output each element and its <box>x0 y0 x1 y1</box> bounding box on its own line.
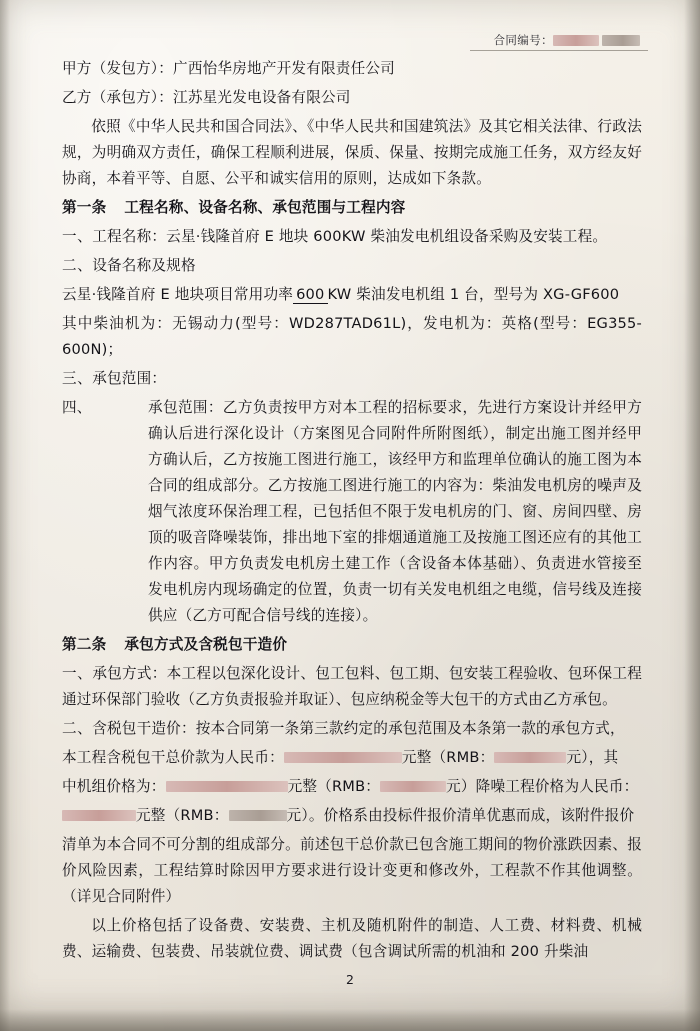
contract-number-redaction-2 <box>602 35 640 46</box>
total-price-numeric-redaction <box>494 752 566 763</box>
genset-price-suffix: 元）降噪工程价格为人民币： <box>446 778 639 795</box>
article-2-item-2-intro <box>62 716 642 742</box>
genset-price-mid: 元整（RMB： <box>287 778 381 795</box>
article-1-title: 工程名称、设备名称、承包范围与工程内容 <box>124 199 406 216</box>
total-price-suffix: 元），其 <box>566 749 619 766</box>
article-1-item-2-number: 二、 <box>62 257 93 274</box>
equipment-spec-suffix: KW 柴油发电机组 1 台，型号为 XG-GF600 <box>327 286 620 303</box>
article-2-title: 承包方式及含税包干造价 <box>124 636 288 653</box>
article-1-item-3 <box>62 366 642 392</box>
article-1-item-3-text: 承包范围： <box>92 370 167 387</box>
article-1-item-3-number: 三、 <box>62 370 93 387</box>
party-a-line: 甲方（发包方）：广西怡华房地产开发有限责任公司 <box>62 60 395 77</box>
equipment-power-value: 600 <box>293 286 327 304</box>
total-price-mid: 元整（RMB： <box>401 749 495 766</box>
equipment-spec-prefix: 云星·钱隆首府 E 地块项目常用功率 <box>62 286 294 303</box>
noise-price-line <box>62 803 642 829</box>
article-2-item-2-tail: 以上价格包括了设备费、安装费、主机及随机附件的制造、人工费、材料费、机械费、运输费、包装费、吊装就位费、调试费（包含调试所需的机油和 200 升柴油 <box>62 917 642 960</box>
article-1-item-2 <box>62 253 642 279</box>
party-b-line: 乙方（承包方）：江苏星光发电设备有限公司 <box>62 89 351 106</box>
article-2-item-2-rest: 清单为本合同不可分割的组成部分。前述包干总价款已包含施工期间的物价涨跌因素、报价风险因素，工程结算时除因甲方要求进行设计变更和修改外，工程款不作其他调整。（详见合同附件） <box>62 836 642 905</box>
contract-number-redaction <box>553 35 599 46</box>
equipment-spec-line-2: 其中柴油机为：无锡动力(型号：WD287TAD61L)，发电机为：英格(型号：EG355-600N)； <box>62 315 642 358</box>
preamble-paragraph: 依照《中华人民共和国合同法》、《中华人民共和国建筑法》及其它相关法律、行政法规，为明确双方责任，确保工程顺利进展，保质、保量、按期完成施工任务，双方经友好协商，本着平等、自愿、公平和诚实信用的原则，达成如下条款。 <box>62 118 642 187</box>
contract-number-underline <box>470 50 648 51</box>
noise-price-chinese-redaction <box>62 810 136 821</box>
total-price-line <box>62 745 642 771</box>
article-2-number: 第二条 <box>62 636 107 653</box>
article-1-heading <box>62 195 642 221</box>
noise-price-numeric-redaction <box>229 810 287 821</box>
genset-price-numeric-redaction <box>380 781 446 792</box>
article-1-item-4-text: 承包范围：乙方负责按甲方对本工程的招标要求，先进行方案设计并经甲方确认后进行深化设计（方案图见合同附件所附图纸），制定出施工图并经甲方确认后，乙方按施工图进行施工，该经甲方和监理单位确认的施工图为本合同的组成部分。乙方按施工图进行施工的内容为：柴油发电机房的噪声及烟气浓度环保治理工程，已包括但不限于发电机房的门、窗、房间四壁、房顶的吸音降噪装饰，排出地下室的排烟通道施工及按施工图还应有的其他工作内容。甲方负责发电机房土建工作（含设备本体基础）、负责进水管接至发电机房内现场确定的位置，负责一切有关发电机组之电缆，信号线及连接供应（乙方可配合信号线的连接）。 <box>148 399 642 624</box>
noise-price-mid: 元整（RMB： <box>136 807 229 824</box>
article-1-item-1-text: 工程名称：云星·钱隆首府 E 地块 600KW 柴油发电机组设备采购及安装工程。 <box>92 228 608 245</box>
article-1-item-4-number: 四、 <box>62 399 92 416</box>
article-1-item-2-text: 设备名称及规格 <box>92 257 196 274</box>
page-number: 2 <box>346 972 354 987</box>
genset-price-chinese-redaction <box>166 781 288 792</box>
article-2-item-2-number: 二、 <box>62 720 93 737</box>
contract-number-row <box>62 30 642 50</box>
article-2-item-1-text: 承包方式：本工程以包深化设计、包工包料、包工期、包安装工程验收、包环保工程通过环保部门验收（乙方负责报验并取证）、包应纳税金等大包干的方式由乙方承包。 <box>62 665 642 708</box>
genset-price-line <box>62 774 642 800</box>
article-1-item-1 <box>62 224 642 250</box>
contract-number-label: 合同编号： <box>493 33 553 47</box>
article-1-number: 第一条 <box>62 199 107 216</box>
total-price-chinese-redaction <box>284 752 402 763</box>
equipment-spec-line-1 <box>62 282 642 308</box>
article-2-item-1-number: 一、 <box>62 665 93 682</box>
total-price-prefix: 本工程含税包干总价款为人民币： <box>62 749 284 766</box>
article-2-item-1 <box>62 661 642 713</box>
genset-price-prefix: 中机组价格为： <box>62 778 166 795</box>
article-2-item-2-prefix: 含税包干造价：按本合同第一条第三款约定的承包范围及本条第一款的承包方式， <box>92 720 625 737</box>
article-2-heading <box>62 632 642 658</box>
noise-price-suffix: 元）。价格系由投标件报价清单优惠而成，该附件报价 <box>286 807 635 824</box>
scan-shadow-bottom <box>0 1009 700 1031</box>
article-1-item-1-number: 一、 <box>62 228 93 245</box>
article-1-item-4 <box>62 395 642 629</box>
